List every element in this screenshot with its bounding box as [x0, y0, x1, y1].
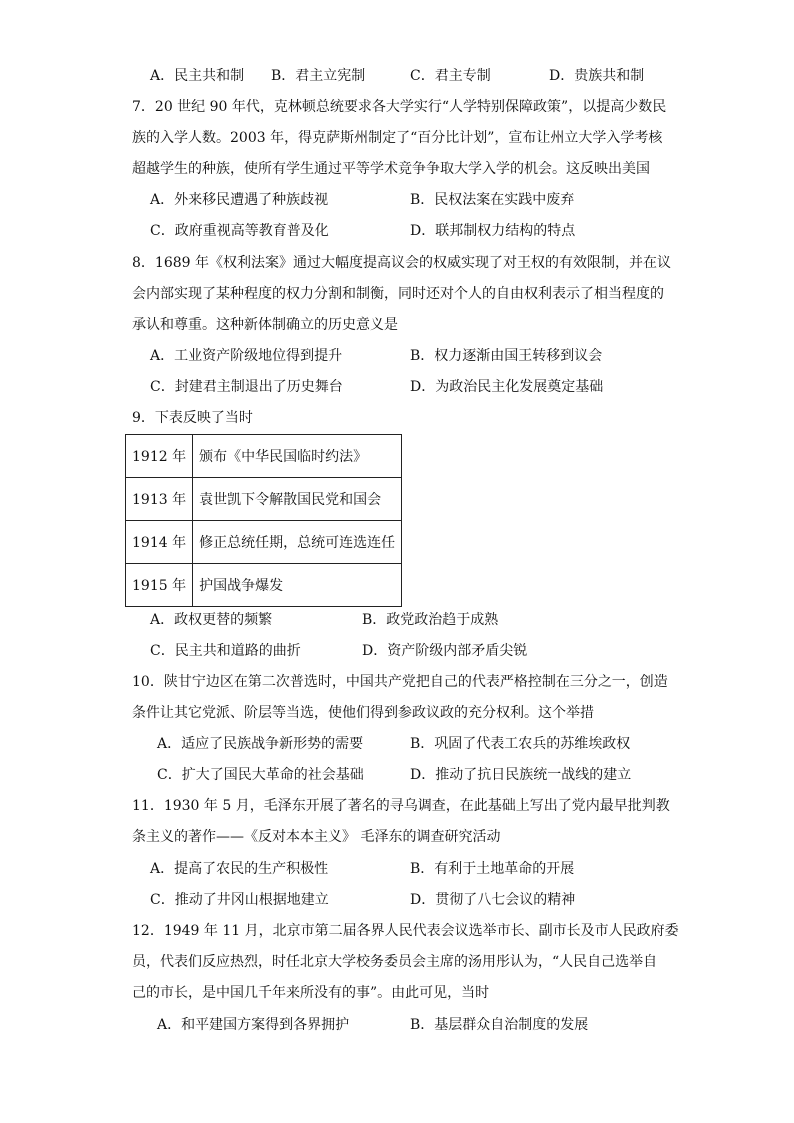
- q10-stem-line-2: 条件让其它党派、阶层等当选，使他们得到参政议政的充分权利。这个举措: [132, 705, 594, 721]
- q6-option-b: B．君主立宪制: [271, 68, 366, 84]
- table-event-cell: 修正总统任期，总统可连选连任: [193, 521, 402, 564]
- q8-stem-line-3: 承认和尊重。这种新体制确立的历史意义是: [132, 317, 398, 333]
- q8-stem-line-2: 会内部实现了某种程度的权力分割和制衡，同时还对个人的自由权利表示了相当程度的: [132, 286, 664, 302]
- q9-stem: 9．下表反映了当时: [132, 410, 253, 426]
- q9-option-d: D．资产阶级内部矛盾尖锐: [362, 643, 528, 659]
- q7-option-d: D．联邦制权力结构的特点: [410, 223, 576, 239]
- q11-option-c: C．推动了井冈山根据地建立: [150, 892, 329, 908]
- q7-stem-line-2: 族的入学人数。2003 年，得克萨斯州制定了“百分比计划”，宣布让州立大学入学考核: [132, 130, 663, 146]
- q12-stem-line-2: 员，代表们反应热烈，时任北京大学校务委员会主席的汤用彤认为，“人民自己选举自: [132, 954, 658, 970]
- q11-option-b: B．有利于土地革命的开展: [410, 861, 575, 877]
- q12-stem-line-3: 己的市长，是中国几千年来所没有的事”。由此可见，当时: [132, 985, 490, 1001]
- q10-stem-line-1: 10．陕甘宁边区在第二次普选时，中国共产党把自己的代表严格控制在三分之一，创造: [132, 674, 668, 690]
- q7-option-b: B．民权法案在实践中废弃: [410, 192, 575, 208]
- table-year-cell: 1913 年: [126, 478, 193, 521]
- q11-option-a: A．提高了农民的生产积极性: [150, 861, 329, 877]
- table-row: [126, 478, 402, 521]
- q11-stem-line-1: 11．1930 年 5 月，毛泽东开展了著名的寻乌调查，在此基础上写出了党内最早批判教: [132, 798, 670, 814]
- q12-option-b: B．基层群众自治制度的发展: [410, 1017, 589, 1033]
- q10-option-b: B．巩固了代表工农兵的苏维埃政权: [410, 736, 631, 752]
- q12-stem-line-1: 12．1949 年 11 月，北京市第二届各界人民代表会议选举市长、副市长及市人民政府委: [132, 923, 679, 939]
- table-event-cell: 袁世凯下令解散国民党和国会: [193, 478, 402, 521]
- q6-option-d: D．贵族共和制: [549, 68, 645, 84]
- table-year-cell: 1915 年: [126, 564, 193, 607]
- q12-option-a: A．和平建国方案得到各界拥护: [157, 1017, 350, 1033]
- q6-option-a: A．民主共和制: [150, 68, 245, 84]
- q9-option-b: B．政党政治趋于成熟: [362, 612, 499, 628]
- table-row: [126, 435, 402, 478]
- q11-stem-line-2: 条主义的著作——《反对本本主义》 毛泽东的调查研究活动: [132, 829, 501, 845]
- table-year-cell: 1914 年: [126, 521, 193, 564]
- q8-option-a: A．工业资产阶级地位得到提升: [150, 348, 343, 364]
- history-table: [125, 434, 402, 607]
- table-row: [126, 521, 402, 564]
- q7-stem-line-3: 超越学生的种族，使所有学生通过平等学术竞争争取大学入学的机会。这反映出美国: [132, 161, 650, 177]
- table-row: [126, 564, 402, 607]
- table-year-cell: 1912 年: [126, 435, 193, 478]
- q10-option-d: D．推动了抗日民族统一战线的建立: [410, 767, 632, 783]
- q10-option-c: C．扩大了国民大革命的社会基础: [157, 767, 364, 783]
- q8-option-c: C．封建君主制退出了历史舞台: [150, 379, 343, 395]
- q8-option-b: B．权力逐渐由国王转移到议会: [410, 348, 603, 364]
- q7-stem-line-1: 7．20 世纪 90 年代，克林顿总统要求各大学实行“人学特别保障政策”，以提高少数民: [132, 99, 667, 115]
- q10-option-a: A．适应了民族战争新形势的需要: [157, 736, 364, 752]
- q8-option-d: D．为政治民主化发展奠定基础: [410, 379, 604, 395]
- q8-stem-line-1: 8．1689 年《权利法案》通过大幅度提高议会的权威实现了对王权的有效限制，并在议: [132, 255, 671, 271]
- table-event-cell: 颁布《中华民国临时约法》: [193, 435, 402, 478]
- q9-option-c: C．民主共和道路的曲折: [150, 643, 301, 659]
- q6-option-c: C．君主专制: [410, 68, 491, 84]
- q9-option-a: A．政权更替的频繁: [150, 612, 273, 628]
- q11-option-d: D．贯彻了八七会议的精神: [410, 892, 576, 908]
- q7-option-a: A．外来移民遭遇了种族歧视: [150, 192, 329, 208]
- q7-option-c: C．政府重视高等教育普及化: [150, 223, 329, 239]
- table-event-cell: 护国战争爆发: [193, 564, 402, 607]
